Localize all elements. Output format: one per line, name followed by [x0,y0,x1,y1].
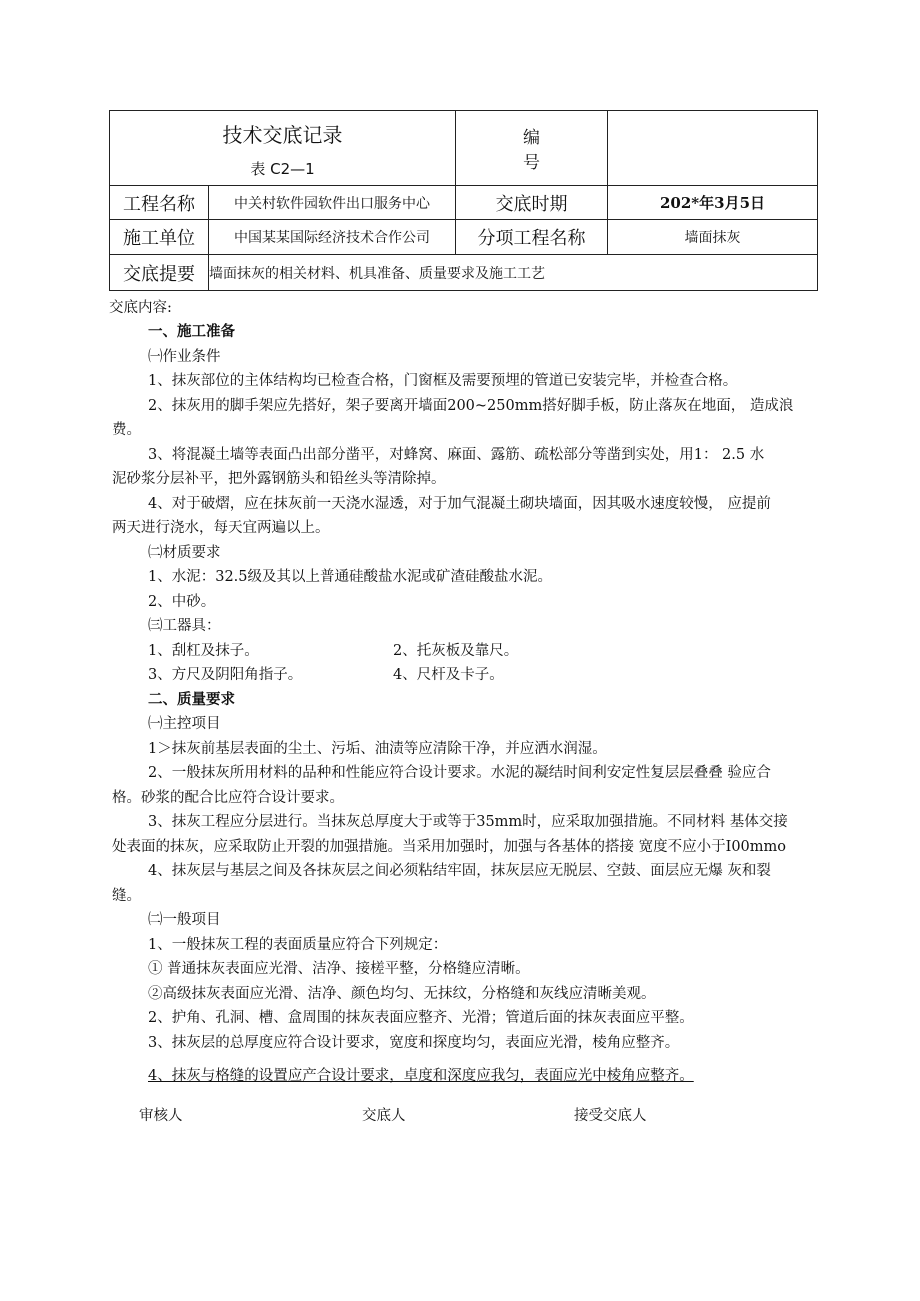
summary-value: 墙面抹灰的相关材料、机具准备、质量要求及施工工艺 [209,255,818,291]
paragraph: 4、抹灰层与基层之间及各抹灰层之间必须粘结牢固，抹灰层应无脱层、空鼓、面层应无爆 灰和裂 [148,863,771,879]
paragraph: ① 普通抹灰表面应光滑、洁净、接槎平整，分格缝应清晰。 [148,961,530,977]
tool-item: 1、刮杠及抹子。 [148,643,259,659]
number-label: 编号 [456,111,608,186]
paragraph-underlined: 4、抹灰与格缝的设置应产合设计要求，卓度和深度应我匀，表面应光中棱角应整齐。 [148,1068,694,1084]
section-1-title: 一、施工准备 [148,323,235,340]
title-cell [110,111,456,186]
paragraph-cont: 格。砂浆的配合比应符合设计要求。 [112,790,344,806]
header-table [109,110,818,291]
subsection-1a: ㈠作业条件 [148,349,221,365]
project-name-label: 工程名称 [110,186,209,220]
paragraph: 4、对于破熠，应在抹灰前一天浇水湿透，对于加气混凝土砌块墙面，因其吸水速度较慢， 应提前 [148,496,771,512]
paragraph-cont: 处表面的抹灰，应采取防止开裂的加强措施。当采用加强时，加强与各基体的搭接 宽度不应小于I00mmo [112,839,787,855]
paragraph: 1＞抹灰前基层表面的尘土、污垢、油渍等应清除干净，并应洒水润湿。 [148,741,607,757]
date-label: 交底时期 [456,186,608,220]
form-number: 表 C2—1 [250,160,315,178]
paragraph-cont: 两天进行浇水，每天宜两遍以上。 [112,520,330,536]
paragraph-cont: 缝。 [112,888,141,904]
paragraph: 3、将混凝土墙等表面凸出部分凿平，对蜂窝、麻面、露筋、疏松部分等凿到实处，用1： 2.5 水 [148,447,765,463]
subsection-1c: ㈢工器具： [148,618,221,634]
document-title: 技术交底记录 [222,123,343,147]
reviewer-signature-label: 审核人 [139,1108,183,1124]
subsection-2b: ㈡一般项目 [148,912,221,928]
paragraph: 2、抹灰用的脚手架应先搭好，架子要离开墙面200~250mm搭好脚手板，防止落灰在地面， 造成浪 [148,398,794,414]
subsection-2a: ㈠主控项目 [148,716,221,732]
paragraph: 2、护角、孔洞、槽、盒周围的抹灰表面应整齐、光滑；管道后面的抹灰表面应平整。 [148,1010,694,1026]
tool-item: 3、方尺及阴阳角指子。 [148,667,303,683]
paragraph: 3、抹灰层的总厚度应符合设计要求，宽度和探度均匀，表面应光滑，棱角应整齐。 [148,1035,680,1051]
paragraph: 2、中砂。 [148,594,216,610]
tool-item: 2、托灰板及靠尺。 [393,643,519,659]
presenter-signature-label: 交底人 [362,1108,406,1124]
paragraph: 1、抹灰部位的主体结构均已检查合格，门窗框及需要预埋的管道已安装完毕，并检查合格。 [148,373,738,389]
paragraph-cont: 费。 [112,422,141,438]
content-intro: 交底内容: [109,300,172,316]
tool-item: 4、尺杆及卡子。 [393,667,504,683]
paragraph-cont: 泥砂浆分层补平，把外露钢筋头和铅丝头等清除掉。 [112,471,446,487]
summary-label: 交底提要 [110,255,209,291]
paragraph: 2、一般抹灰所用材料的品种和性能应符合设计要求。水泥的凝结时间利安定性复层层叠叠 验应合 [148,765,771,781]
section-2-title: 二、质量要求 [148,691,235,708]
paragraph: ②高级抹灰表面应光滑、洁净、颜色均匀、无抹纹，分格缝和灰线应清晰美观。 [148,986,656,1002]
subitem-value: 墙面抹灰 [608,220,818,255]
subsection-1b: ㈡材质要求 [148,545,221,561]
paragraph: 3、抹灰工程应分层进行。当抹灰总厚度大于或等于35mm时，应采取加强措施。不同材料 基体交接 [148,814,788,830]
subitem-label: 分项工程名称 [456,220,608,255]
receiver-signature-label: 接受交底人 [574,1108,647,1124]
project-name-value: 中关村软件园软件出口服务中心 [209,186,456,220]
date-value: 202*年3月5日 [608,186,818,220]
construction-unit-label: 施工单位 [110,220,209,255]
construction-unit-value: 中国某某国际经济技术合作公司 [209,220,456,255]
number-value [608,111,818,186]
paragraph: 1、一般抹灰工程的表面质量应符合下列规定： [148,937,448,953]
paragraph: 1、水泥：32.5级及其以上普通硅酸盐水泥或矿渣硅酸盐水泥。 [148,569,553,585]
